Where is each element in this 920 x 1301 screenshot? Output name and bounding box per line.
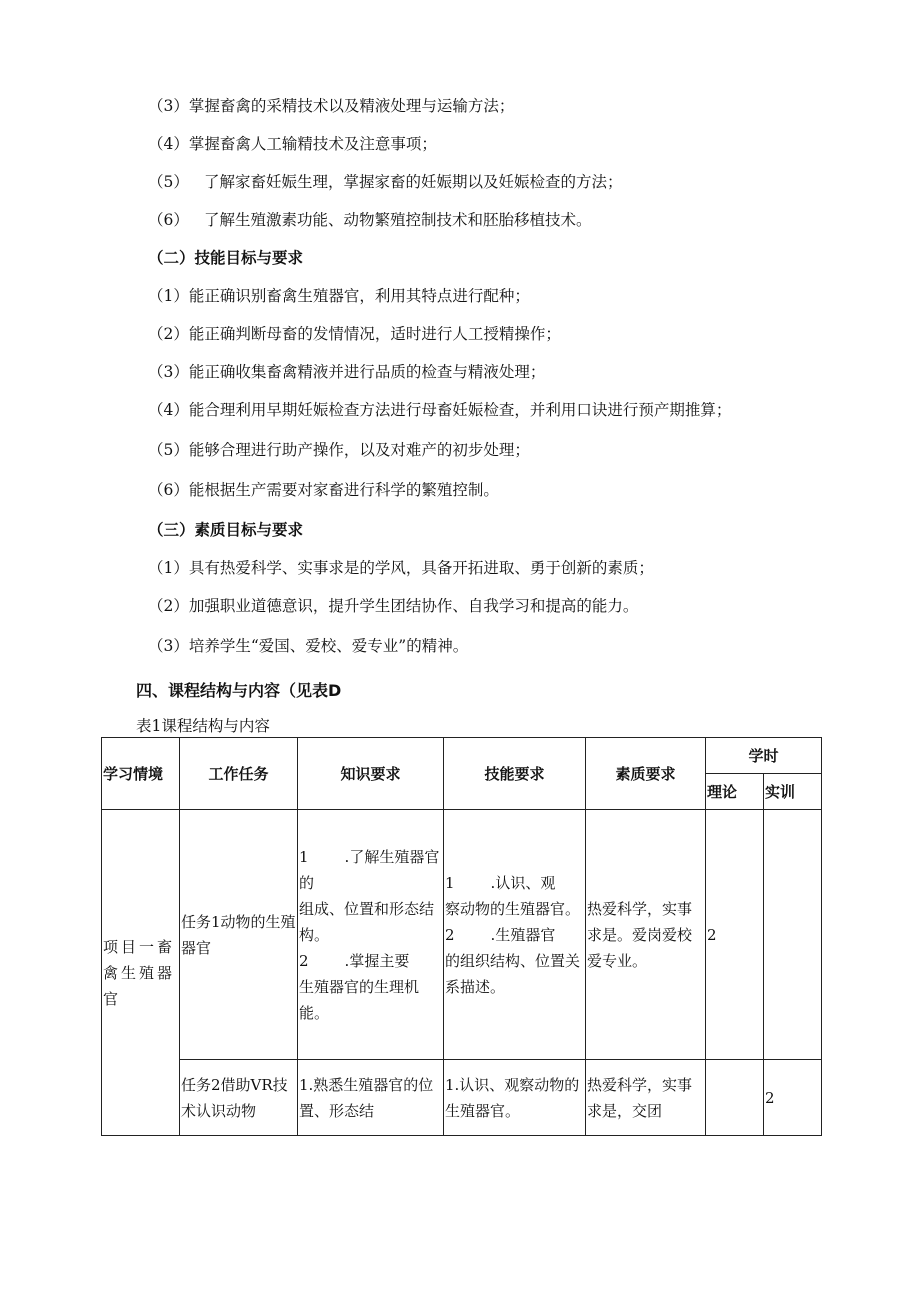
- item-number: （5）: [148, 173, 189, 191]
- item-text: 了解家畜妊娠生理，掌握家畜的妊娠期以及妊娠检查的方法；: [204, 173, 623, 191]
- header-task: 工作任务: [180, 738, 298, 810]
- skill-item-1: （1）能正确识别畜禽生殖器官，利用其特点进行配种；: [148, 287, 530, 305]
- quality-heading: （三）素质目标与要求: [148, 521, 304, 539]
- knowledge-text-1a: .了解生殖器官的: [299, 847, 440, 892]
- skill-item-3: （3）能正确收集畜禽精液并进行品质的检查与精液处理；: [148, 363, 546, 381]
- skill-text-1b: 察动物的生殖器官。: [445, 899, 581, 918]
- knowledge-text-2a: .掌握主要: [344, 951, 410, 970]
- item-number: （4）: [148, 135, 189, 153]
- theory-hours: [706, 1060, 764, 1136]
- skill-item-4: （4）能合理利用早期妊娠检查方法进行母畜妊娠检查，并利用口诀进行预产期推算；: [148, 401, 732, 419]
- knowledge-text-2b: 生殖器官的生理机能。: [299, 977, 420, 1022]
- situation-cell: 项目一畜禽生殖器官: [102, 810, 180, 1136]
- header-knowledge: 知识要求: [298, 738, 444, 810]
- knowledge-text-1b: 组成、位置和形态结构。: [299, 899, 435, 944]
- knowledge-item-5: [148, 172, 623, 192]
- header-theory: 理论: [706, 774, 764, 810]
- skill-text-2a: .生殖器官: [490, 925, 556, 944]
- quality-item-3: （3）培养学生“爱国、爱校、爱专业”的精神。: [148, 637, 469, 655]
- skill-num-1: 1: [445, 873, 455, 892]
- knowledge-item-4: [148, 134, 437, 154]
- knowledge-item-6: [148, 210, 592, 230]
- knowledge-num-1: 1: [299, 847, 309, 866]
- theory-hours: 2: [706, 810, 764, 1060]
- skill-num-2: 2: [445, 925, 455, 944]
- task-cell: 任务2借助VR技术认识动物: [180, 1060, 298, 1136]
- skill-text-1a: .认识、观: [490, 873, 556, 892]
- item-text: 掌握畜禽人工输精技术及注意事项；: [188, 135, 437, 153]
- quality-cell: 热爱科学，实事求是，交团: [586, 1060, 706, 1136]
- quality-item-2: （2）加强职业道德意识，提升学生团结协作、自我学习和提高的能力。: [148, 597, 639, 615]
- skill-item-5: （5）能够合理进行助产操作，以及对难产的初步处理；: [148, 441, 530, 459]
- header-practice: 实训: [764, 774, 822, 810]
- item-number: （3）: [148, 97, 189, 115]
- item-text: 掌握畜禽的采精技术以及精液处理与运输方法；: [188, 97, 515, 115]
- knowledge-num-2: 2: [299, 951, 309, 970]
- skill-cell: 1.认识、观察动物的生殖器官。: [444, 1060, 586, 1136]
- header-hours: 学时: [706, 738, 822, 774]
- table-caption: 表1课程结构与内容: [136, 717, 270, 735]
- skill-cell: [444, 810, 586, 1060]
- item-text: 了解生殖激素功能、动物繁殖控制技术和胚胎移植技术。: [204, 211, 592, 229]
- skills-heading: （二）技能目标与要求: [148, 249, 304, 267]
- item-number: （6）: [148, 211, 189, 229]
- header-situation: 学习情境: [102, 738, 180, 810]
- practice-hours: 2: [764, 1060, 822, 1136]
- knowledge-cell: [298, 810, 444, 1060]
- skill-item-2: （2）能正确判断母畜的发情情况，适时进行人工授精操作；: [148, 325, 561, 343]
- quality-item-1: （1）具有热爱科学、实事求是的学风，具备开拓进取、勇于创新的素质；: [148, 559, 654, 577]
- course-structure-table: [101, 737, 822, 1136]
- knowledge-cell: 1.熟悉生殖器官的位置、形态结: [298, 1060, 444, 1136]
- skill-text-2b: 的组织结构、位置关系描述。: [445, 951, 581, 996]
- quality-cell: 热爱科学，实事求是。爱岗爱校爱专业。: [586, 810, 706, 1060]
- knowledge-item-3: [148, 96, 514, 116]
- skill-item-6: （6）能根据生产需要对家畜进行科学的繁殖控制。: [148, 481, 499, 499]
- practice-hours: [764, 810, 822, 1060]
- task-cell: 任务1动物的生殖器官: [180, 810, 298, 1060]
- header-quality: 素质要求: [586, 738, 706, 810]
- header-skill: 技能要求: [444, 738, 586, 810]
- section-title: 四、课程结构与内容（见表D: [136, 681, 342, 700]
